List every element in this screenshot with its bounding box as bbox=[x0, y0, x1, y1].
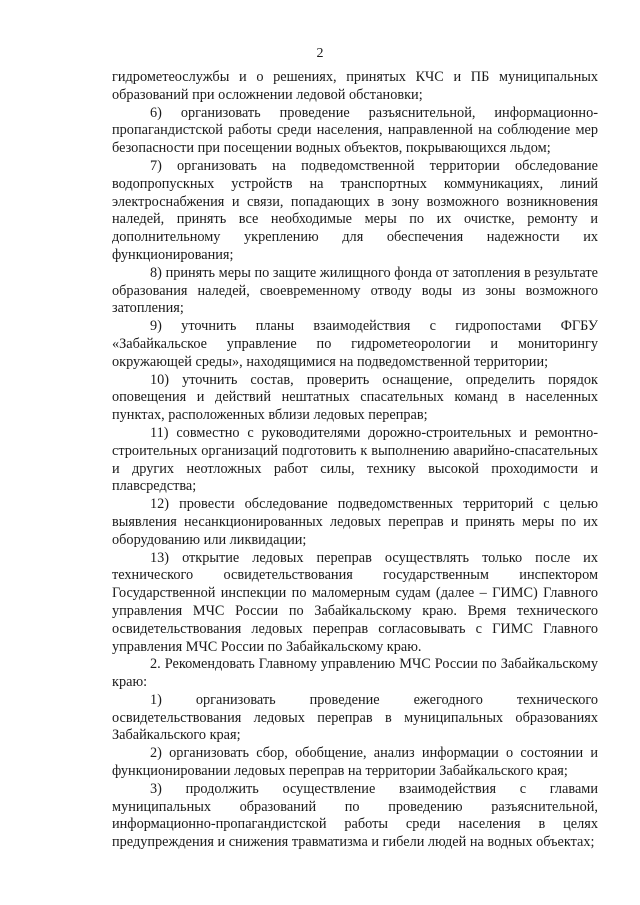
section-2-item-1: 1) организовать проведение ежегодного технического освидетельствования ледовых переправ в муниципальных образованиях Забайкальского края; bbox=[112, 691, 598, 744]
section-2-item-3: 3) продолжить осуществление взаимодействия с главами муниципальных образований по проведению разъяснительной, информационно-пропагандистской работы среди населения в целях предупреждения и снижения травматизма и гибели людей на водных объектах; bbox=[112, 780, 598, 851]
section-2-item-2: 2) организовать сбор, обобщение, анализ информации о состоянии и функционировании ледовых переправ на территории Забайкальского края; bbox=[112, 745, 598, 780]
list-item-10: 10) уточнить состав, проверить оснащение, определить порядок оповещения и действий нештатных спасательных команд в населенных пунктах, расположенных вблизи ледовых переправ; bbox=[112, 371, 598, 424]
paragraph-continuation: гидрометеослужбы и о решениях, принятых КЧС и ПБ муниципальных образований при осложнении ледовой обстановки; bbox=[112, 69, 598, 103]
section-2-heading: 2. Рекомендовать Главному управлению МЧС России по Забайкальскому краю: bbox=[112, 656, 598, 691]
list-item-7: 7) организовать на подведомственной территории обследование водопропускных устройств на транспортных коммуникациях, линий электроснабжения и связи, попадающих в зону возможного возникновения наледей, принять все необходимые меры по их очистке, ремонту и дополнительному укреплению для обеспечения надежности их функционирования; bbox=[112, 157, 598, 263]
document-body bbox=[112, 69, 598, 852]
list-item-13: 13) открытие ледовых переправ осуществлять только после их технического освидетельствования государственным инспектором Государственной инспекции по маломерным судам (далее – ГИМС) Главного управления МЧС России по Забайкальскому краю. Время технического освидетельствования ледовых переправ согласовывать с ГИМС Главного управления МЧС России по Забайкальскому краю. bbox=[112, 549, 598, 655]
list-item-9: 9) уточнить планы взаимодействия с гидропостами ФГБУ «Забайкальское управление по гидрометеорологии и мониторингу окружающей среды», находящимися на подведомственной территории; bbox=[112, 318, 598, 370]
list-item-8: 8) принять меры по защите жилищного фонда от затопления в результате образования наледей, своевременному отводу воды из зоны возможного затопления; bbox=[112, 264, 598, 317]
list-item-6: 6) организовать проведение разъяснительной, информационно-пропагандистской работы среди населения, направленной на соблюдение мер безопасности при посещении водных объектов, покрывающихся льдом; bbox=[112, 104, 598, 157]
list-item-12: 12) провести обследование подведомственных территорий с целью выявления несанкционированных ледовых переправ и принять меры по их оборудованию или ликвидации; bbox=[112, 496, 598, 548]
list-item-11: 11) совместно с руководителями дорожно-строительных и ремонтно-строительных организаций подготовить к выполнению аварийно-спасательных и других неотложных работ силы, технику высокой проходимости и плавсредства; bbox=[112, 424, 598, 495]
page-number: 2 bbox=[316, 46, 324, 61]
